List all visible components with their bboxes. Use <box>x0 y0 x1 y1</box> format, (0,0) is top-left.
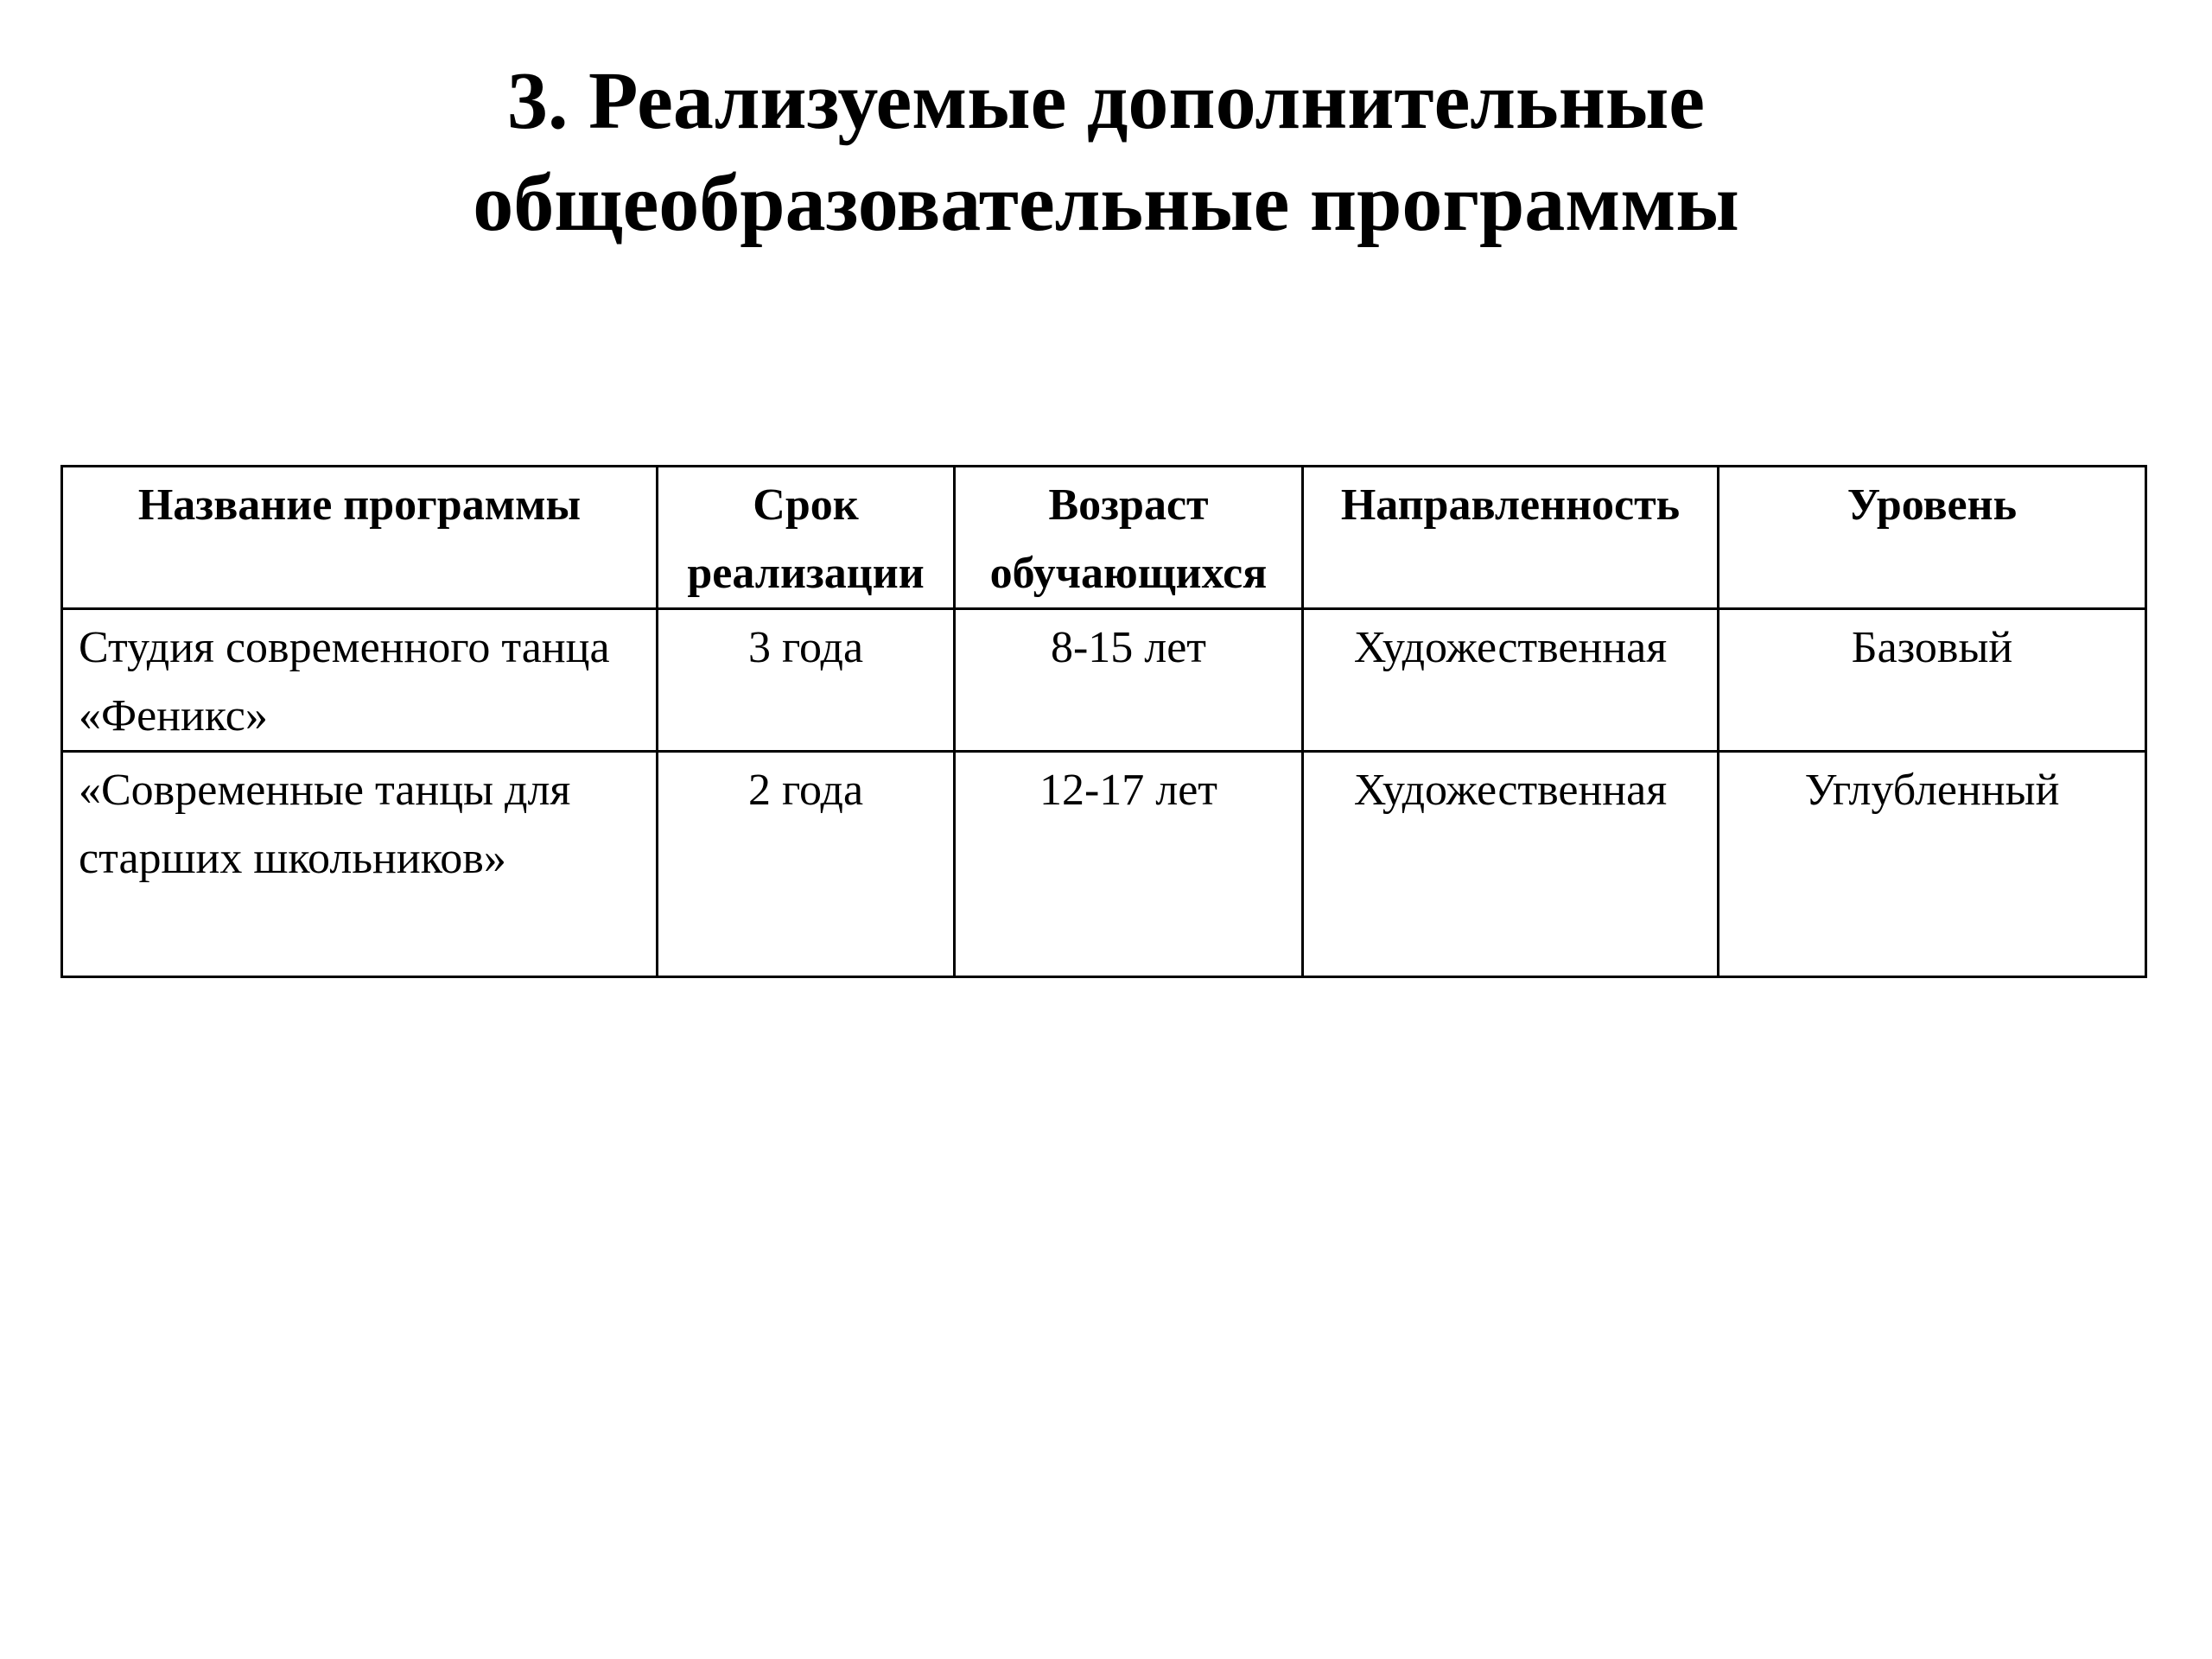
cell-duration: 3 года <box>658 609 955 752</box>
header-duration: Срок реализации <box>658 467 955 609</box>
header-program-name: Название программы <box>62 467 658 609</box>
table-header-row <box>62 467 2146 609</box>
table-row <box>62 609 2146 752</box>
cell-level: Углубленный <box>1719 752 2146 977</box>
header-orientation: Направленность <box>1303 467 1719 609</box>
page-title-line-1: 3. Реализуемые дополнительные <box>506 56 1706 146</box>
cell-level: Базовый <box>1719 609 2146 752</box>
page-title-line-2: общеобразовательные программы <box>473 158 1739 248</box>
cell-program-name: «Современные танцы для старших школьников» <box>62 752 658 977</box>
cell-student-age: 12-17 лет <box>955 752 1303 977</box>
cell-program-name: Студия современного танца «Феникс» <box>62 609 658 752</box>
header-level: Уровень <box>1719 467 2146 609</box>
header-student-age: Возраст обучающихся <box>955 467 1303 609</box>
cell-orientation: Художественная <box>1303 752 1719 977</box>
table-row <box>62 752 2146 977</box>
cell-student-age: 8-15 лет <box>955 609 1303 752</box>
cell-orientation: Художественная <box>1303 609 1719 752</box>
cell-duration: 2 года <box>658 752 955 977</box>
programs-table <box>60 465 2147 978</box>
page-title <box>0 50 2212 254</box>
